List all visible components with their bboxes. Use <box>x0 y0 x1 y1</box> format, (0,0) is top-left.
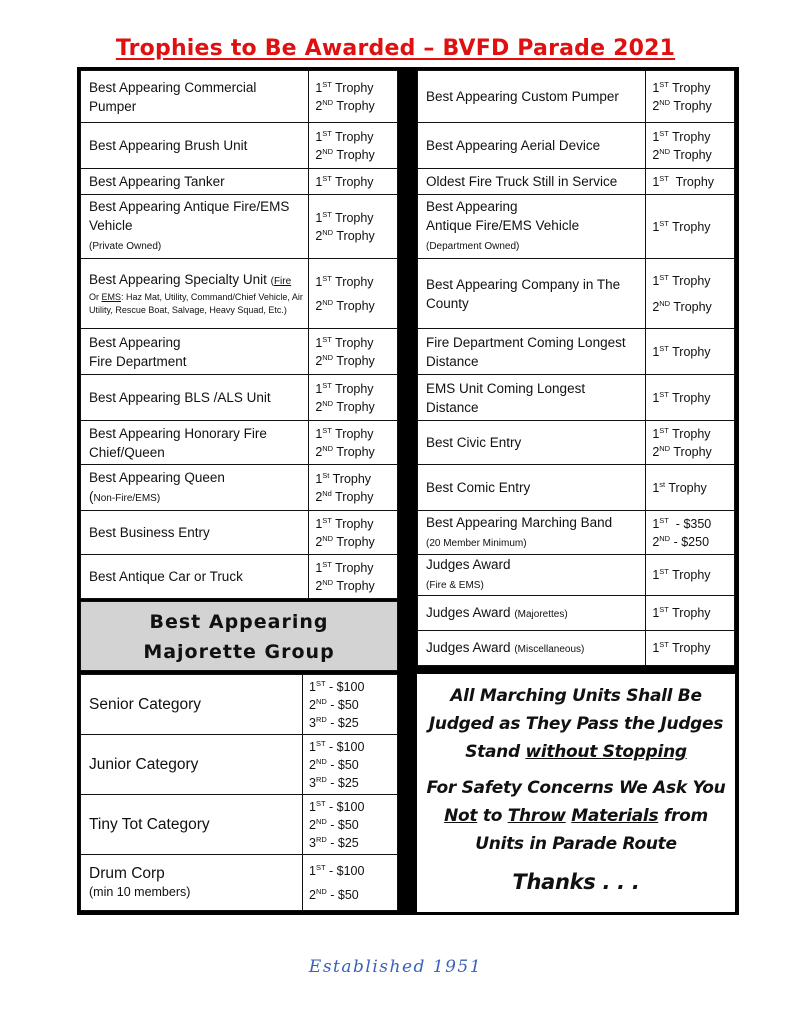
award-prizes: 1ST Trophy <box>646 169 735 195</box>
award-row <box>81 259 398 329</box>
majorette-row <box>81 855 398 911</box>
award-row <box>81 195 398 259</box>
category-name: Drum Corp (min 10 members) <box>81 855 303 911</box>
award-row <box>81 555 398 599</box>
award-prizes: 1ST Trophy <box>646 555 735 596</box>
award-row <box>81 169 398 195</box>
award-prizes: 1ST Trophy 2ND Trophy <box>309 555 398 599</box>
award-name: Best Antique Car or Truck <box>81 555 309 599</box>
award-name: Best Appearing Brush Unit <box>81 123 309 169</box>
award-row <box>81 71 398 123</box>
award-name: Best Appearing Antique Fire/EMS Vehicle (Department Owned) <box>418 195 646 259</box>
award-name: Judges Award (Fire & EMS) <box>418 555 646 596</box>
award-prizes: 1ST Trophy 2ND Trophy <box>646 259 735 329</box>
award-row <box>418 123 735 169</box>
safety-notice: For Safety Concerns We Ask You Not to Throw Materials from Units in Parade Route <box>426 778 726 854</box>
award-row <box>81 421 398 465</box>
judging-notice: All Marching Units Shall Be Judged as They Pass the Judges Stand without Stopping <box>428 686 724 762</box>
award-name: Best Appearing Queen (Non-Fire/EMS) <box>81 465 309 511</box>
award-prizes: 1ST Trophy <box>646 375 735 421</box>
award-prizes: 1ST - $350 2ND - $250 <box>646 511 735 555</box>
award-prizes: 1ST Trophy 2ND Trophy <box>309 375 398 421</box>
award-prizes: 1ST Trophy 2ND Trophy <box>646 71 735 123</box>
award-name: Best Comic Entry <box>418 465 646 511</box>
award-name: Best Appearing Fire Department <box>81 329 309 375</box>
award-row <box>418 375 735 421</box>
majorette-heading: Best Appearing Majorette Group <box>80 601 398 671</box>
award-row <box>81 123 398 169</box>
award-row <box>81 329 398 375</box>
category-prizes: 1ST - $100 2ND - $50 <box>303 855 398 911</box>
award-row <box>418 555 735 596</box>
left-awards-table <box>80 70 398 599</box>
award-row <box>81 375 398 421</box>
award-row <box>418 421 735 465</box>
award-name: Best Appearing Custom Pumper <box>418 71 646 123</box>
award-prizes: 1ST Trophy 2ND Trophy <box>309 195 398 259</box>
majorette-row <box>81 675 398 735</box>
award-name: Best Appearing Tanker <box>81 169 309 195</box>
award-prizes: 1ST Trophy <box>646 329 735 375</box>
award-prizes: 1ST Trophy 2ND Trophy <box>309 71 398 123</box>
award-name: Best Appearing Honorary Fire Chief/Queen <box>81 421 309 465</box>
award-row <box>418 195 735 259</box>
award-prizes: 1ST Trophy <box>646 596 735 631</box>
category-prizes: 1ST - $100 2ND - $50 3RD - $25 <box>303 675 398 735</box>
award-prizes: 1ST Trophy <box>646 195 735 259</box>
award-name: Fire Department Coming Longest Distance <box>418 329 646 375</box>
category-name: Senior Category <box>81 675 303 735</box>
award-prizes: 1ST Trophy 2ND Trophy <box>646 421 735 465</box>
award-prizes: 1ST Trophy 2ND Trophy <box>309 259 398 329</box>
thanks-text: Thanks . . . <box>512 870 640 894</box>
category-name: Tiny Tot Category <box>81 795 303 855</box>
award-name: Best Business Entry <box>81 511 309 555</box>
award-row <box>418 511 735 555</box>
award-row <box>418 71 735 123</box>
award-name: Best Appearing Aerial Device <box>418 123 646 169</box>
award-name: Oldest Fire Truck Still in Service <box>418 169 646 195</box>
award-name: EMS Unit Coming Longest Distance <box>418 375 646 421</box>
award-row <box>418 169 735 195</box>
award-row <box>418 329 735 375</box>
award-prizes: 1ST Trophy 2ND Trophy <box>646 123 735 169</box>
award-prizes: 1st Trophy <box>646 465 735 511</box>
award-prizes: 1ST Trophy 2ND Trophy <box>309 329 398 375</box>
award-prizes: 1St Trophy 2Nd Trophy <box>309 465 398 511</box>
majorette-table <box>80 674 398 911</box>
category-prizes: 1ST - $100 2ND - $50 3RD - $25 <box>303 735 398 795</box>
majorette-row <box>81 735 398 795</box>
award-name: Best Appearing Specialty Unit (Fire Or EMS: Haz Mat, Utility, Command/Chief Vehicle, Air Utility, Rescue Boat, Salvage, Heavy Squad, Etc.) <box>81 259 309 329</box>
award-name: Best Appearing Company in The County <box>418 259 646 329</box>
category-name: Junior Category <box>81 735 303 795</box>
established-footer: Established 1951 <box>308 957 483 977</box>
award-row <box>81 465 398 511</box>
award-row <box>418 259 735 329</box>
right-awards-table <box>417 70 735 666</box>
award-prizes: 1ST Trophy 2ND Trophy <box>309 123 398 169</box>
award-name: Best Appearing Marching Band (20 Member Minimum) <box>418 511 646 555</box>
award-prizes: 1ST Trophy <box>309 169 398 195</box>
award-prizes: 1ST Trophy <box>646 631 735 666</box>
award-name: Best Appearing BLS /ALS Unit <box>81 375 309 421</box>
category-prizes: 1ST - $100 2ND - $50 3RD - $25 <box>303 795 398 855</box>
award-row <box>418 596 735 631</box>
award-name: Best Appearing Commercial Pumper <box>81 71 309 123</box>
majorette-row <box>81 795 398 855</box>
award-row <box>81 511 398 555</box>
award-name: Best Civic Entry <box>418 421 646 465</box>
notice-box <box>417 674 735 912</box>
award-name: Best Appearing Antique Fire/EMS Vehicle (Private Owned) <box>81 195 309 259</box>
award-name: Judges Award (Miscellaneous) <box>418 631 646 666</box>
page-title: Trophies to Be Awarded – BVFD Parade 2021 <box>115 36 676 61</box>
award-prizes: 1ST Trophy 2ND Trophy <box>309 421 398 465</box>
award-row <box>418 631 735 666</box>
award-prizes: 1ST Trophy 2ND Trophy <box>309 511 398 555</box>
award-row <box>418 465 735 511</box>
award-name: Judges Award (Majorettes) <box>418 596 646 631</box>
